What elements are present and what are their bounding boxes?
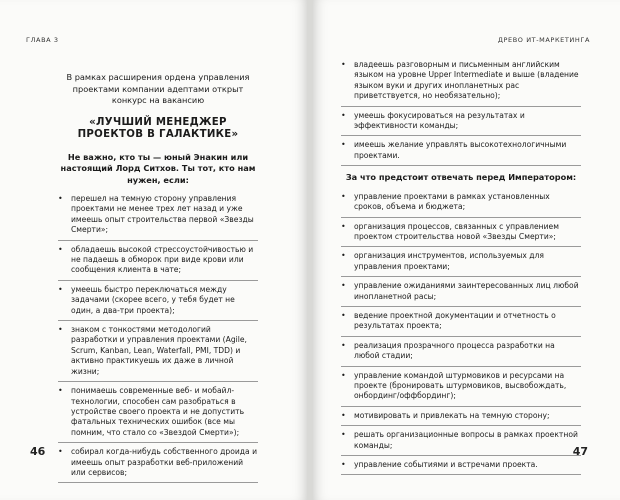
bullet-icon: • [58,194,63,203]
bullet-icon: • [58,325,63,335]
right-column [341,60,581,479]
intro-text: В рамках расширения ордена управления проектами компании адептами открыт конкурс на вакансию [66,72,250,105]
list-item: • понимаешь современные веб- и мобайл-технологии, способен сам разобраться в устройстве своего проекта и не допустить фатальных технических ошибок (все мы помним, что стало со «Звездой Смерти»); [58,386,258,443]
bullet-icon: • [341,410,346,420]
list-item: • управление ожиданиями заинтересованных лиц любой инопланетной расы; [341,281,581,307]
list-item: • владеешь разговорным и письменным английским языком на уровне Upper Intermediate и выше (владение языком вуки и других инопланетных рас приветствуется, но необязательно); [341,60,581,107]
bullet-icon: • [341,370,346,380]
responsibilities-list [341,192,581,476]
list-item: • решать организационные вопросы в рамках проектной команды; [341,430,581,456]
list-item: • имеешь желание управлять высокотехнологичными проектами. [341,140,581,166]
bullet-icon: • [58,284,63,294]
bullet-icon: • [58,447,63,457]
responsibilities-subhead: За что предстоит отвечать перед Императором: [345,172,577,183]
bullet-icon: • [341,460,346,470]
bullet-icon: • [341,191,346,201]
bullet-icon: • [341,311,346,320]
list-item: • собирал когда-нибудь собственного дроида и имеешь опыт разработки веб-приложений или сервисов; [58,447,258,483]
bullet-icon: • [341,251,346,261]
list-item: • перешел на темную сторону управления проектами не менее трех лет назад и уже имеешь опыт строительства первой «Звезды Смерти»; [58,194,258,241]
list-item: • организация процессов, связанных с управлением проектом строительства новой «Звезды Смерти»; [341,222,581,248]
list-item: • управление событиями и встречами проекта. [341,460,581,475]
right-page [313,0,620,500]
requirements-list [58,194,258,483]
list-item: • ведение проектной документации и отчетность о результатах проекта; [341,311,581,337]
list-item: • реализация прозрачного процесса разработки на любой стадии; [341,341,581,367]
bullet-icon: • [341,430,346,440]
list-item: • обладаешь высокой стрессоустойчивостью и не падаешь в обморок при виде крови или сообщения клиента в чате; [58,245,258,281]
page-number-left: 46 [30,445,46,458]
vacancy-headline: «ЛУЧШИЙ МЕНЕДЖЕР ПРОЕКТОВ В ГАЛАКТИКЕ» [77,116,239,140]
list-item: • мотивировать и привлекать на темную сторону; [341,411,581,426]
left-column [58,60,258,487]
list-item: • организация инструментов, используемых для управления проектами; [341,251,581,277]
bullet-icon: • [341,340,346,350]
list-item: • знаком с тонкостями методологий разработки и управления проектами (Agile, Scrum, Kanban, Lean, Waterfall, PMI, TDD) и активно практикуешь их даже в личной жизни; [58,325,258,382]
bullet-icon: • [341,60,346,69]
running-head-left: ГЛАВА 3 [26,36,59,44]
bullet-icon: • [341,221,346,231]
running-head-right: ДРЕВО ИТ-МАРКЕТИНГА [497,36,590,44]
list-item: • управление проектами в рамках установленных сроков, объема и бюджета; [341,192,581,218]
bullet-icon: • [341,110,346,120]
requirements-subhead: Не важно, кто ты — юный Энакин или настоящий Лорд Ситхов. Ты тот, кто нам нужен, если: [60,151,256,185]
list-item: • умеешь фокусироваться на результатах и эффективности команды; [341,111,581,137]
bullet-icon: • [58,386,63,396]
bullet-icon: • [341,140,346,150]
list-item: • управление командой штурмовиков и ресурсами на проекте (бронировать штурмовиков, высвобождать, онбординг/оффбординг); [341,371,581,407]
list-item: • умеешь быстро переключаться между задачами (скорее всего, у тебя будет не один, а два-три проекта); [58,285,258,321]
bullet-icon: • [58,244,63,254]
requirements-list-continued [341,60,581,166]
left-page [0,0,307,500]
bullet-icon: • [341,281,346,291]
page-number-right: 47 [572,445,588,458]
